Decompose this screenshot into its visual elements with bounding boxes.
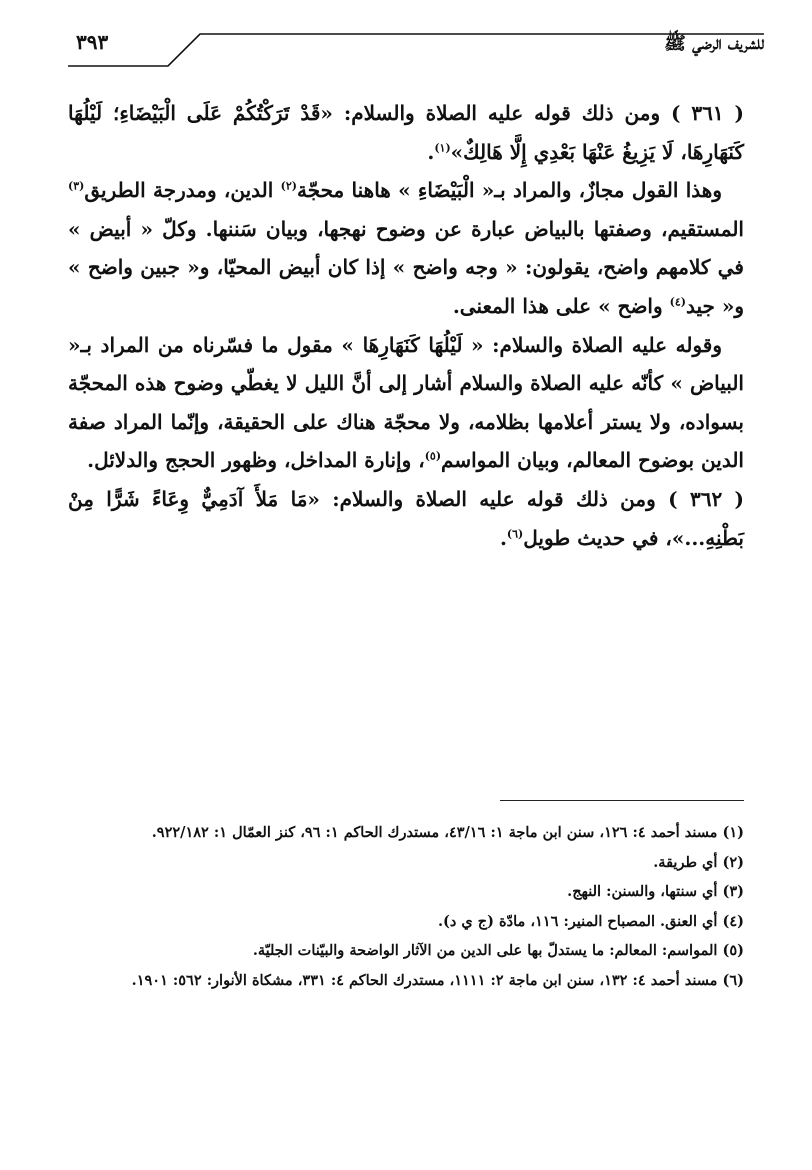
footnote-ref: (٣) — [68, 179, 85, 193]
entry-number: ( ٣٦٢ ) — [668, 486, 745, 511]
page-number: ٣٩٣ — [76, 30, 109, 54]
footnotes — [68, 818, 744, 995]
paragraph-text: ، في حديث طويل — [523, 525, 672, 550]
hadith-quote: «مَا مَلأَ آدَمِيٌّ وِعَاءً شَرًّا مِنْ بَطْنِهِ...» — [68, 486, 744, 550]
paragraph-text: . — [499, 525, 507, 550]
footnote-ref: (٢) — [280, 179, 297, 193]
paragraph-text: وهذا القول مجازٌ، والمراد بـ« الْبَيْضَاءِ » هاهنا محجّة — [296, 178, 723, 203]
footnote-ref: (٤) — [669, 295, 686, 309]
footnote-ref: (٦) — [506, 526, 524, 540]
hadith-quote: «قَدْ تَرَكْتُكُمْ عَلَى الْبَيْضَاءِ؛ لَيْلُهَا كَنَهَارِهَا، لَا يَزِيغُ عَنْهَا بَعْدِي إِلَّا هَالِكٌ» — [68, 101, 744, 164]
footnote-ref: (٥) — [424, 449, 442, 463]
footnote-divider — [500, 800, 744, 801]
paragraph-text: ومن ذلك قوله عليه الصلاة والسلام: — [319, 486, 669, 511]
footnote-ref: (١) — [434, 140, 451, 154]
footnote-6: (٦) مسند أحمد ٤: ١٣٢، سنن ابن ماجة ٢: ١١١١، مستدرك الحاكم ٤: ٣٣١، مشكاة الأنوار: ٥٦٢: ١٩٠١. — [131, 971, 744, 989]
running-title: للشريف الرضي ﷺ — [664, 33, 764, 54]
footnote-4: (٤) أي العنق. المصباح المنير: ١١٦، مادّة (ج ي د). — [437, 912, 744, 930]
footnote-3: (٣) أي سنتها، والسنن: النهج. — [567, 883, 744, 900]
footnote-1: (١) مسند أحمد ٤: ١٢٦، سنن ابن ماجة ١: ٤٣/١٦، مستدرك الحاكم ١: ٩٦، كنز العمّال ١: ٩٢٢/١٨٢. — [151, 824, 744, 841]
hadith-quote: لَيْلُهَا كَنَهَارِهَا — [362, 332, 463, 357]
footnote-5: (٥) المواسم: المعالم: ما يستدلّ بها على الدين من الآثار الواضحة والبيّنات الجليّة. — [252, 942, 744, 959]
paragraph-text: ، وإنارة المداخل، وظهور الحجج والدلائل. — [87, 448, 425, 473]
footnote-2: (٢) أي طريقة. — [653, 853, 744, 871]
paragraph-explanation — [68, 326, 744, 480]
paragraph-text: الدين، ومدرجة الطريق — [84, 178, 281, 203]
paragraph-text: . — [427, 139, 435, 164]
paragraph-362 — [68, 480, 744, 557]
paragraph-text: المستقيم، وصفتها بالبياض عبارة عن وضوح نهجها، وبيان سَننها. وكلّ « أبيض » في كلامهم واضح، يقولون: « وجه واضح » إذا كان أبيض المحيّا، و« جبين واضح » و« جيد — [68, 216, 744, 318]
page-header — [68, 28, 764, 68]
paragraph-361 — [68, 94, 744, 171]
paragraph-text: واضح » على هذا المعنى. — [452, 293, 670, 318]
paragraph-text: » مقول ما فسّرناه من المراد بـ« البياض » كأنّه عليه الصلاة والسلام أشار إلى أنَّ الليل لا يغطّي وضوح هذه المحجّة بسواده، ولا يستر أعلامها بظلامه، ولا محجّة هناك على الحقيقة، وإنّما المراد صفة الدين بوضوح المعالم، وبيان المواسم — [68, 332, 744, 473]
main-text — [68, 94, 744, 557]
paragraph-commentary — [68, 171, 744, 325]
header-rule — [68, 28, 764, 68]
entry-number: ( ٣٦١ ) — [671, 101, 744, 125]
paragraph-text: ومن ذلك قوله عليه الصلاة والسلام: — [332, 101, 672, 125]
paragraph-text: وقوله عليه الصلاة والسلام: « — [462, 332, 723, 357]
